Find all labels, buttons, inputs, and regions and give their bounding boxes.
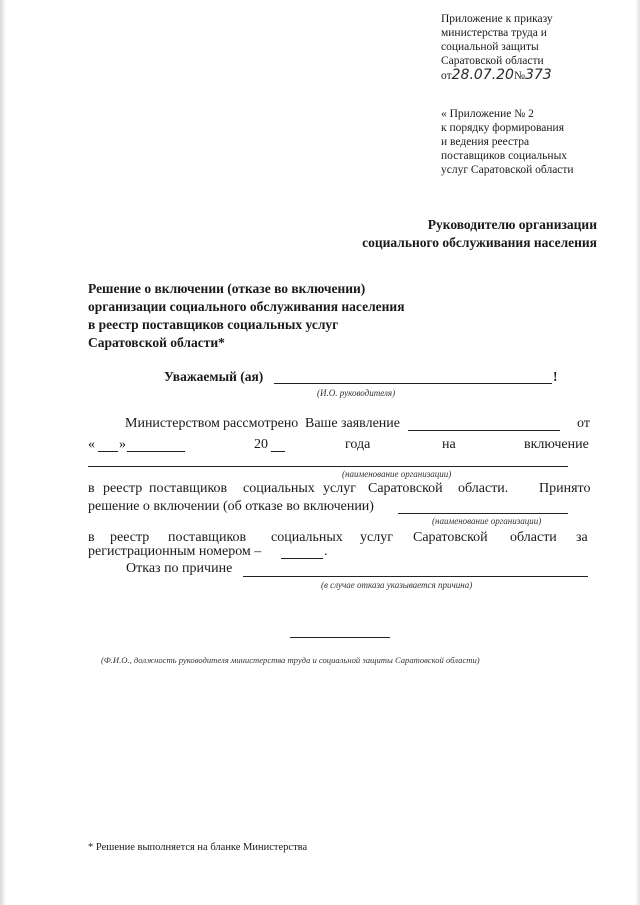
p5-word-1: в: [88, 530, 95, 545]
addressee-line-2: социального обслуживания населения: [362, 235, 597, 250]
refusal-reason-field[interactable]: [243, 576, 588, 577]
annex-sub-line-1: « Приложение № 2: [441, 108, 534, 120]
registration-number-field[interactable]: [281, 558, 323, 559]
addressee-line-1: Руководителю организации: [427, 217, 597, 232]
annex-sub-line-3: и ведения реестра: [441, 136, 530, 148]
organization-name-field[interactable]: [88, 466, 568, 467]
refusal-hint: (в случае отказа указывается причина): [321, 580, 473, 590]
p1-word-4: заявление: [341, 416, 401, 431]
annex-date-handwritten: 28.07.20: [451, 67, 514, 83]
footnote: * Решение выполняется на бланке Министерства: [88, 842, 308, 853]
p3-word-5: услуг: [323, 481, 356, 496]
p3-word-8: Принято: [539, 481, 591, 496]
p5-word-6: Саратовской: [413, 530, 488, 545]
annex-line-1: Приложение к приказу: [441, 13, 553, 25]
p2-word-3: включение: [524, 437, 589, 452]
title-line-1: Решение о включении (отказе во включении): [88, 281, 366, 296]
p6-end: .: [324, 544, 328, 559]
p1-word-5: от: [577, 416, 590, 431]
p3-word-6: Саратовской: [368, 481, 443, 496]
p2-word-1: года: [345, 437, 371, 452]
greeting-name-field[interactable]: [274, 383, 552, 384]
greeting: Уважаемый (ая): [164, 369, 264, 384]
p3-word-2: реестр: [103, 481, 143, 496]
organization-name-field-2[interactable]: [398, 513, 568, 514]
title-line-4: Саратовской области*: [88, 335, 225, 350]
annex-line-3: социальной защиты: [441, 41, 539, 53]
annex-sub-line-2: к порядку формирования: [441, 122, 564, 134]
annex-sub-line-5: услуг Саратовской области: [441, 164, 574, 176]
org-hint-1: (наименование организации): [342, 469, 452, 479]
annex-date-line: [441, 68, 552, 83]
p5-word-5: услуг: [360, 530, 393, 545]
p1-word-1: Министерством: [125, 416, 220, 431]
annex-number-handwritten: 373: [524, 67, 552, 83]
p5-word-2: реестр: [110, 530, 150, 545]
p2-word-2: на: [442, 437, 456, 452]
date-year-field[interactable]: [271, 451, 285, 452]
p1-word-3: Ваше: [305, 416, 338, 431]
date-close-quote: »: [119, 437, 126, 452]
application-field[interactable]: [408, 430, 560, 431]
date-month-field[interactable]: [127, 451, 185, 452]
p5-word-4: социальных: [271, 530, 343, 545]
title-line-2: организации социального обслуживания населения: [88, 299, 405, 314]
p3-word-7: области.: [458, 481, 509, 496]
date-year-prefix: 20: [254, 437, 268, 452]
greeting-end: !: [553, 369, 558, 384]
annex-line-2: министерства труда и: [441, 27, 547, 39]
p3-word-4: социальных: [243, 481, 315, 496]
p5-word-3: поставщиков: [168, 530, 247, 545]
p6-text: регистрационным номером –: [88, 544, 262, 559]
p3-word-1: в: [88, 481, 95, 496]
annex-sub-line-4: поставщиков социальных: [441, 150, 568, 162]
p5-word-7: области: [510, 530, 557, 545]
scan-edge-right: [635, 0, 640, 905]
greeting-hint: (И.О. руководителя): [317, 388, 396, 398]
signature-line[interactable]: [290, 637, 390, 638]
date-day-field[interactable]: [98, 451, 118, 452]
p4-text: решение о включении (об отказе во включении): [88, 499, 374, 514]
annex-number-prefix: №: [513, 70, 525, 82]
annex-date-prefix: от: [441, 70, 452, 82]
refusal-label: Отказ по причине: [126, 561, 233, 576]
p5-word-8: за: [576, 530, 588, 545]
annex-line-4: Саратовской области: [441, 55, 544, 67]
signature-hint: (Ф.И.О., должность руководителя министерства труда и социальной защиты Саратовской области): [101, 655, 480, 665]
org-hint-2: (наименование организации): [432, 516, 542, 526]
p3-word-3: поставщиков: [149, 481, 228, 496]
date-open-quote: «: [88, 437, 95, 452]
p1-word-2: рассмотрено: [223, 416, 299, 431]
scan-edge-left: [0, 0, 6, 905]
title-line-3: в реестр поставщиков социальных услуг: [88, 317, 339, 332]
